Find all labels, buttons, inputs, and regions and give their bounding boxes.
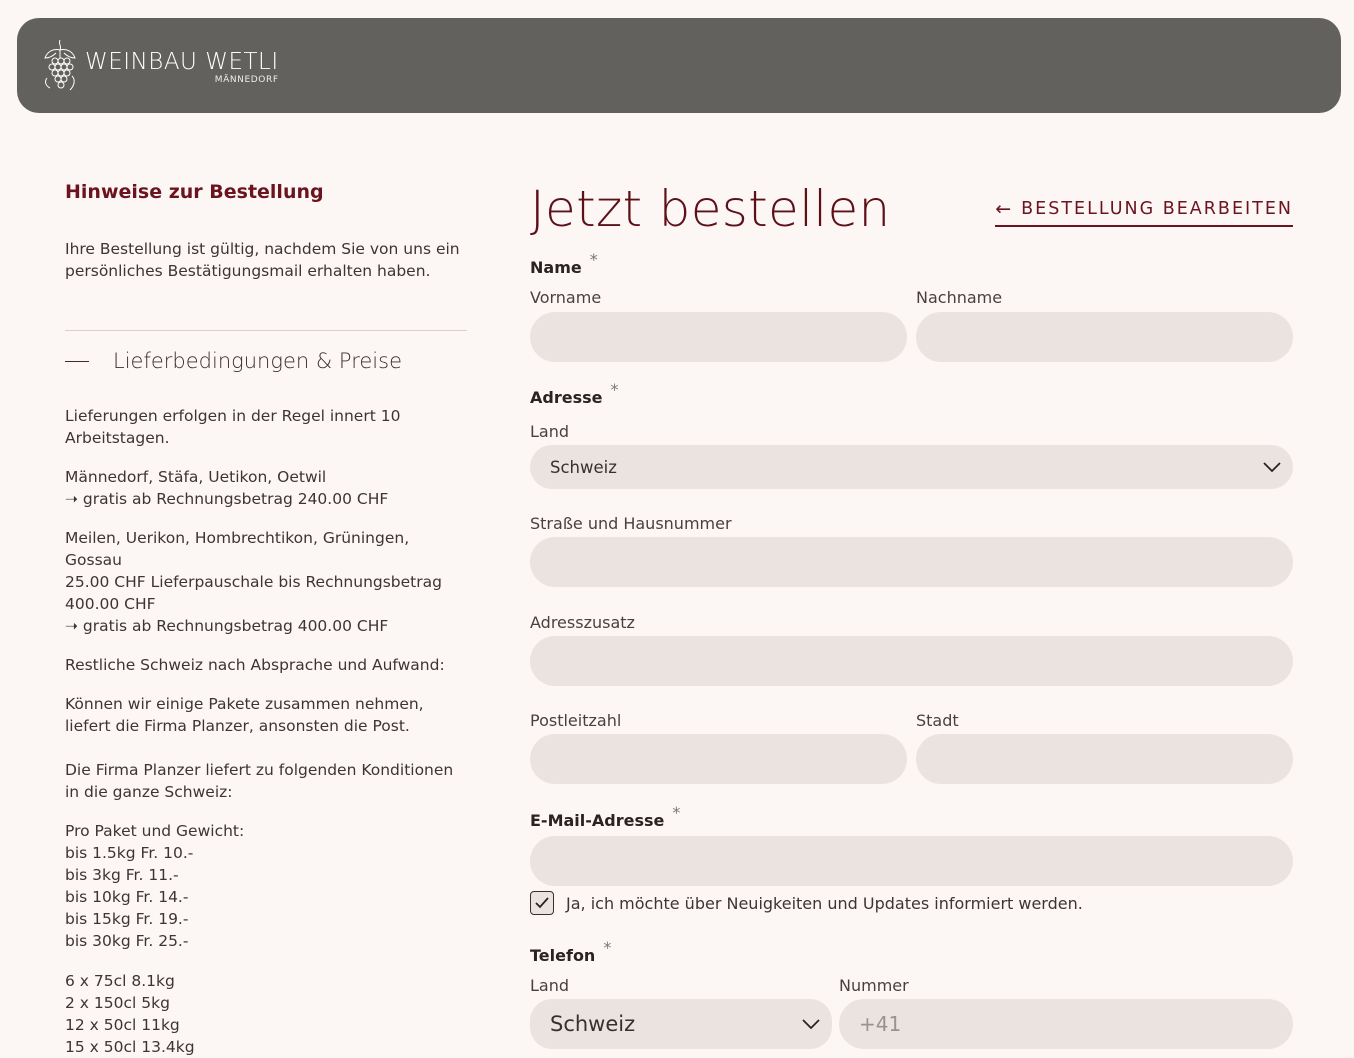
phone-number-input[interactable] [839, 999, 1293, 1049]
edit-order-link[interactable] [995, 198, 1293, 227]
country-value: Schweiz [550, 457, 617, 477]
list-item: bis 30kg Fr. 25.- [65, 932, 189, 950]
rest-switzerland-text: Restliche Schweiz nach Absprache und Aufwand: [65, 656, 445, 674]
phone-country-label: Land [530, 976, 570, 995]
rates-list [65, 820, 467, 952]
lastname-input[interactable] [916, 312, 1293, 362]
firstname-label: Vorname [530, 288, 602, 307]
city-label: Stadt [916, 711, 959, 730]
edit-order-label: BESTELLUNG BEARBEITEN [1021, 199, 1293, 219]
site-header [17, 18, 1341, 113]
list-item: 6 x 75cl 8.1kg [65, 972, 175, 990]
phone-number-placeholder: +41 [859, 1012, 902, 1036]
logo[interactable] [41, 38, 279, 94]
accordion-title: Lieferbedingungen & Preise [113, 349, 402, 373]
divider [65, 330, 467, 331]
phone-country-value: Schweiz [550, 1012, 636, 1036]
weights-list [65, 970, 467, 1058]
list-item: bis 1.5kg Fr. 10.- [65, 844, 194, 862]
page-title: Jetzt bestellen [530, 180, 891, 238]
name-section-label: Name * [530, 250, 598, 277]
newsletter-label[interactable]: Ja, ich möchte über Neuigkeiten und Updates informiert werden. [566, 893, 1083, 913]
minus-icon [65, 361, 89, 362]
required-marker: * [610, 380, 619, 399]
address-extra-input[interactable] [530, 636, 1293, 686]
country-select[interactable] [530, 445, 1293, 489]
zone-1-condition: ➝ gratis ab Rechnungsbetrag 240.00 CHF [65, 490, 389, 508]
phone-section-label: Telefon * [530, 938, 612, 965]
order-hint-text: Ihre Bestellung ist gültig, nachdem Sie von uns ein persönliches Bestätigungsmail erhalten haben. [65, 240, 460, 280]
required-marker: * [589, 250, 598, 269]
planzer-text: Können wir einige Pakete zusammen nehmen, liefert die Firma Planzer, ansonsten die Post. [65, 695, 424, 735]
street-label: Straße und Hausnummer [530, 514, 732, 533]
list-item: 2 x 150cl 5kg [65, 994, 170, 1012]
newsletter-row [530, 891, 1083, 915]
grape-vine-icon [41, 38, 79, 94]
list-item: bis 3kg Fr. 11.- [65, 866, 179, 884]
notes-title: Hinweise zur Bestellung [65, 181, 324, 203]
zip-input[interactable] [530, 734, 907, 784]
list-item: bis 15kg Fr. 19.- [65, 910, 189, 928]
chevron-down-icon [802, 1019, 820, 1029]
checkmark-icon [535, 897, 549, 909]
email-section-label: E-Mail-Adresse * [530, 803, 681, 830]
order-notes [65, 178, 467, 1056]
phone-number-label: Nummer [839, 976, 909, 995]
arrow-left-icon: ← [995, 198, 1014, 220]
firstname-input[interactable] [530, 312, 907, 362]
delivery-zone-1 [65, 466, 467, 510]
email-input[interactable] [530, 836, 1293, 886]
zone-1-places: Männedorf, Stäfa, Uetikon, Oetwil [65, 468, 327, 486]
required-marker: * [603, 938, 612, 957]
required-marker: * [672, 803, 681, 822]
logo-title: WEINBAU WETLI [85, 49, 279, 75]
accordion-delivery-toggle[interactable] [65, 346, 467, 376]
zone-2-fee: 25.00 CHF Lieferpauschale bis Rechnungsbetrag 400.00 CHF [65, 573, 442, 613]
zone-2-places: Meilen, Uerikon, Hombrechtikon, Grüningen, Gossau [65, 529, 410, 569]
chevron-down-icon [1263, 462, 1281, 472]
delivery-time-text: Lieferungen erfolgen in der Regel innert 10 Arbeitstagen. [65, 407, 401, 447]
logo-subtitle: MÄNNEDORF [214, 75, 279, 85]
country-label: Land [530, 422, 570, 441]
city-input[interactable] [916, 734, 1293, 784]
street-input[interactable] [530, 537, 1293, 587]
list-item: 12 x 50cl 11kg [65, 1016, 180, 1034]
zone-2-condition: ➝ gratis ab Rechnungsbetrag 400.00 CHF [65, 617, 389, 635]
list-item: Pro Paket und Gewicht: [65, 822, 245, 840]
lastname-label: Nachname [916, 288, 1003, 307]
list-item: 15 x 50cl 13.4kg [65, 1038, 195, 1056]
address-section-label: Adresse * [530, 380, 619, 407]
planzer-conditions-text: Die Firma Planzer liefert zu folgenden Konditionen in die ganze Schweiz: [65, 761, 454, 801]
list-item: bis 10kg Fr. 14.- [65, 888, 189, 906]
phone-country-select[interactable] [530, 999, 832, 1049]
newsletter-checkbox[interactable] [530, 891, 554, 915]
address-extra-label: Adresszusatz [530, 613, 635, 632]
delivery-zone-2 [65, 527, 467, 637]
accordion-delivery-body [65, 405, 467, 1058]
zip-label: Postleitzahl [530, 711, 622, 730]
